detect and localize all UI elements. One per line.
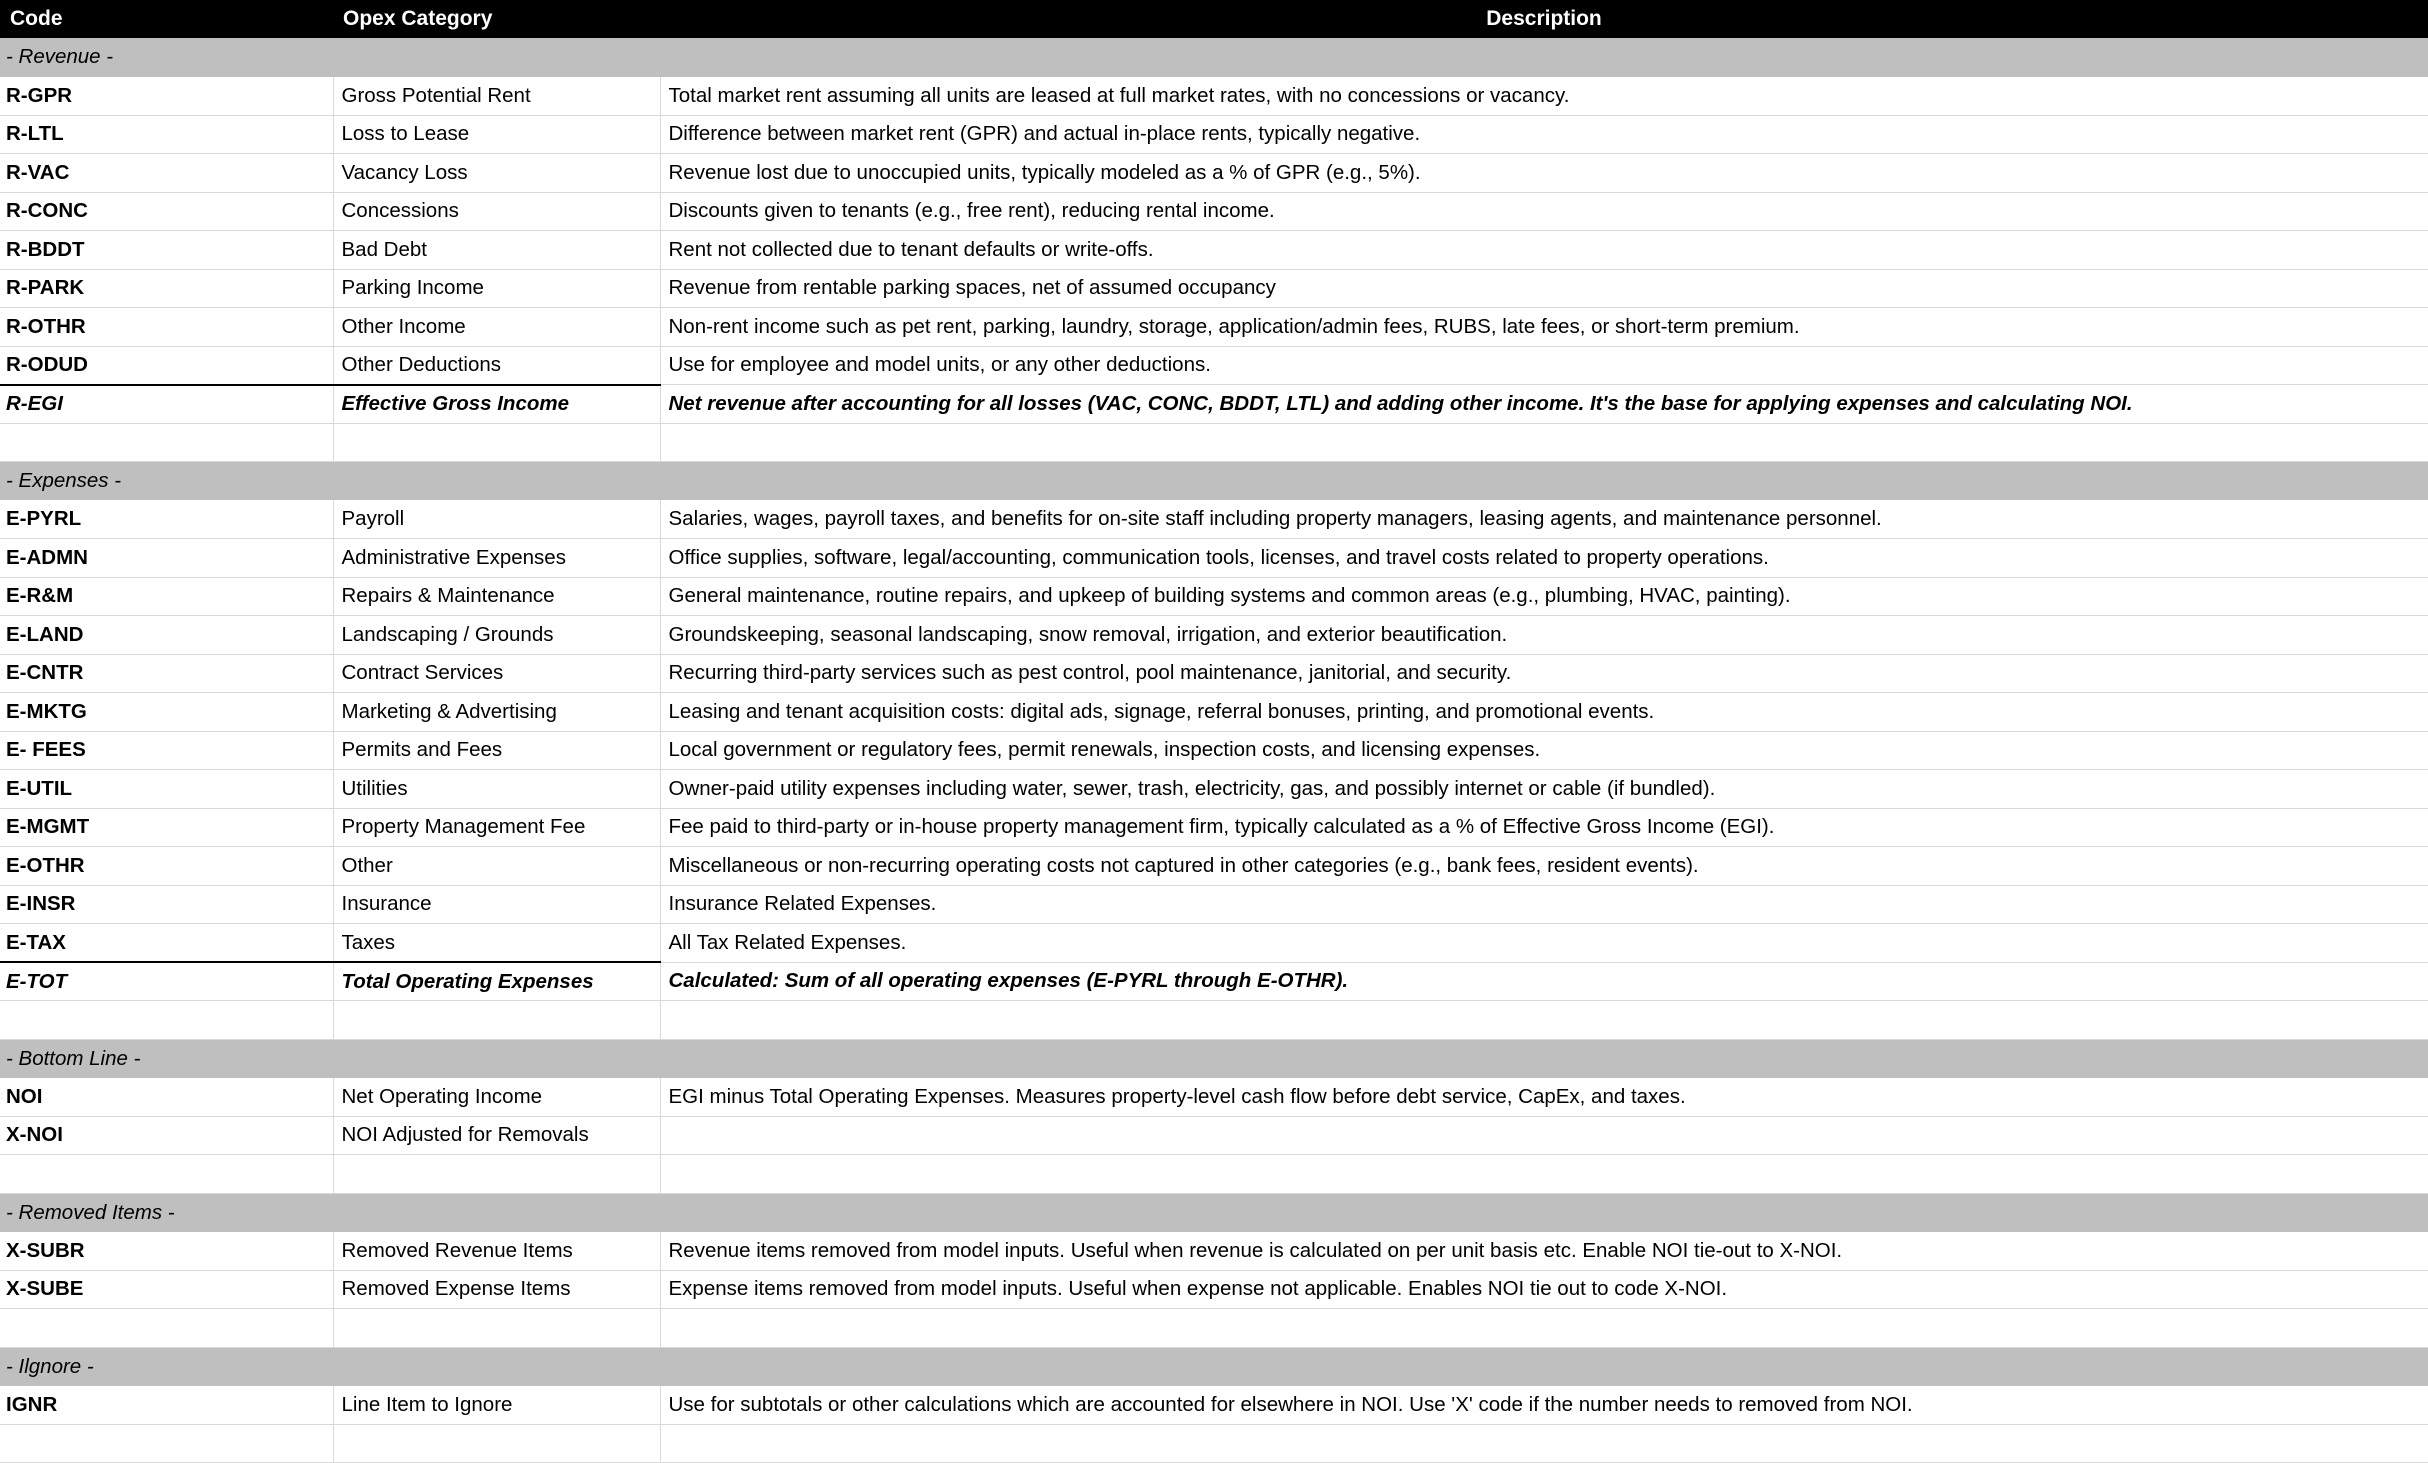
cell-description[interactable]: Salaries, wages, payroll taxes, and benefits for on-site staff including property managers, leasing agents, and maintenance personnel.: [660, 500, 2428, 539]
table-row: [0, 1386, 2428, 1425]
column-header-code[interactable]: Code: [0, 0, 333, 38]
section-band-label: - Removed Items -: [0, 1193, 2428, 1232]
table-header: [0, 0, 2428, 38]
table-row: [0, 1270, 2428, 1309]
section-band-row: [0, 1039, 2428, 1078]
cell-category[interactable]: Bad Debt: [333, 231, 660, 270]
cell-code: [0, 1309, 333, 1348]
section-band-row: [0, 1193, 2428, 1232]
table-row: [0, 308, 2428, 347]
cell-category[interactable]: Utilities: [333, 770, 660, 809]
table-body: [0, 38, 2428, 1463]
cell-code: [0, 1155, 333, 1194]
cell-code: [0, 1001, 333, 1040]
cell-description[interactable]: Miscellaneous or non-recurring operating costs not captured in other categories (e.g., bank fees, resident events).: [660, 847, 2428, 886]
blank-row: [0, 1155, 2428, 1194]
section-band-label: - Expenses -: [0, 462, 2428, 501]
cell-code[interactable]: E-MGMT: [0, 808, 333, 847]
table-row: [0, 346, 2428, 385]
section-band-row: [0, 1347, 2428, 1386]
cell-category[interactable]: Permits and Fees: [333, 731, 660, 770]
table-row: [0, 770, 2428, 809]
cell-description[interactable]: EGI minus Total Operating Expenses. Measures property-level cash flow before debt service, CapEx, and taxes.: [660, 1078, 2428, 1117]
cell-category: [333, 1155, 660, 1194]
cell-code[interactable]: R-GPR: [0, 77, 333, 116]
cell-description: [660, 423, 2428, 462]
cell-code[interactable]: E-PYRL: [0, 500, 333, 539]
cell-category[interactable]: Other Income: [333, 308, 660, 347]
cell-code[interactable]: E-UTIL: [0, 770, 333, 809]
cell-category[interactable]: Parking Income: [333, 269, 660, 308]
cell-category[interactable]: NOI Adjusted for Removals: [333, 1116, 660, 1155]
cell-description[interactable]: All Tax Related Expenses.: [660, 924, 2428, 963]
table-row: [0, 885, 2428, 924]
blank-row: [0, 423, 2428, 462]
cell-description[interactable]: [660, 1116, 2428, 1155]
cell-category: [333, 1309, 660, 1348]
cell-category[interactable]: Net Operating Income: [333, 1078, 660, 1117]
table-row: [0, 654, 2428, 693]
cell-code[interactable]: E-ADMN: [0, 539, 333, 578]
cell-code[interactable]: E-MKTG: [0, 693, 333, 732]
cell-description[interactable]: Leasing and tenant acquisition costs: digital ads, signage, referral bonuses, printing, and promotional events.: [660, 693, 2428, 732]
cell-description[interactable]: Recurring third-party services such as pest control, pool maintenance, janitorial, and security.: [660, 654, 2428, 693]
cell-code[interactable]: R-OTHR: [0, 308, 333, 347]
cell-code[interactable]: E-TAX: [0, 924, 333, 963]
cell-description[interactable]: Local government or regulatory fees, permit renewals, inspection costs, and licensing expenses.: [660, 731, 2428, 770]
cell-category[interactable]: Vacancy Loss: [333, 154, 660, 193]
cell-category[interactable]: Landscaping / Grounds: [333, 616, 660, 655]
cell-code[interactable]: X-SUBE: [0, 1270, 333, 1309]
cell-description[interactable]: Revenue items removed from model inputs. Useful when revenue is calculated on per unit basis etc. Enable NOI tie-out to X-NOI.: [660, 1232, 2428, 1271]
cell-description[interactable]: Net revenue after accounting for all losses (VAC, CONC, BDDT, LTL) and adding other income. It's the base for applying expenses and calculating NOI.: [660, 385, 2428, 424]
blank-row: [0, 1001, 2428, 1040]
cell-category: [333, 1424, 660, 1463]
cell-category[interactable]: Contract Services: [333, 654, 660, 693]
table-row: [0, 924, 2428, 963]
cell-code: [0, 423, 333, 462]
table-row: [0, 731, 2428, 770]
cell-description: [660, 1001, 2428, 1040]
cell-category[interactable]: Other: [333, 847, 660, 886]
table-row: [0, 616, 2428, 655]
cell-description[interactable]: General maintenance, routine repairs, and upkeep of building systems and common areas (e.g., plumbing, HVAC, painting).: [660, 577, 2428, 616]
cell-category[interactable]: Property Management Fee: [333, 808, 660, 847]
table-row: [0, 500, 2428, 539]
cell-category[interactable]: Removed Expense Items: [333, 1270, 660, 1309]
cell-category: [333, 1001, 660, 1040]
cell-category[interactable]: Removed Revenue Items: [333, 1232, 660, 1271]
table-row: [0, 847, 2428, 886]
cell-description[interactable]: Insurance Related Expenses.: [660, 885, 2428, 924]
cell-category[interactable]: Repairs & Maintenance: [333, 577, 660, 616]
cell-code[interactable]: R-BDDT: [0, 231, 333, 270]
cell-description[interactable]: Office supplies, software, legal/accounting, communication tools, licenses, and travel costs related to property operations.: [660, 539, 2428, 578]
table-row: [0, 808, 2428, 847]
cell-code[interactable]: E-R&M: [0, 577, 333, 616]
table-row: [0, 192, 2428, 231]
table-row: [0, 1116, 2428, 1155]
subtotal-row: [0, 385, 2428, 424]
cell-description[interactable]: Revenue from rentable parking spaces, net of assumed occupancy: [660, 269, 2428, 308]
table-row: [0, 693, 2428, 732]
cell-description[interactable]: Groundskeeping, seasonal landscaping, snow removal, irrigation, and exterior beautification.: [660, 616, 2428, 655]
cell-description[interactable]: Use for subtotals or other calculations which are accounted for elsewhere in NOI. Use 'X' code if the number needs to removed from NOI.: [660, 1386, 2428, 1425]
cell-code[interactable]: R-CONC: [0, 192, 333, 231]
column-header-category[interactable]: Opex Category: [333, 0, 660, 38]
cell-code[interactable]: NOI: [0, 1078, 333, 1117]
cell-category[interactable]: Loss to Lease: [333, 115, 660, 154]
cell-code[interactable]: E-CNTR: [0, 654, 333, 693]
cell-category[interactable]: Insurance: [333, 885, 660, 924]
blank-row: [0, 1309, 2428, 1348]
cell-description: [660, 1309, 2428, 1348]
cell-category[interactable]: Total Operating Expenses: [333, 962, 660, 1001]
blank-row: [0, 1424, 2428, 1463]
cell-code[interactable]: X-SUBR: [0, 1232, 333, 1271]
table-row: [0, 1078, 2428, 1117]
cell-code[interactable]: R-VAC: [0, 154, 333, 193]
cell-category[interactable]: Payroll: [333, 500, 660, 539]
table-row: [0, 77, 2428, 116]
cell-category[interactable]: Line Item to Ignore: [333, 1386, 660, 1425]
cell-description[interactable]: Use for employee and model units, or any other deductions.: [660, 346, 2428, 385]
cell-description[interactable]: Rent not collected due to tenant defaults or write-offs.: [660, 231, 2428, 270]
cell-category[interactable]: Effective Gross Income: [333, 385, 660, 424]
cell-code[interactable]: E-INSR: [0, 885, 333, 924]
cell-code[interactable]: E-OTHR: [0, 847, 333, 886]
cell-code[interactable]: X-NOI: [0, 1116, 333, 1155]
cell-category: [333, 423, 660, 462]
cell-description[interactable]: Discounts given to tenants (e.g., free rent), reducing rental income.: [660, 192, 2428, 231]
cell-code[interactable]: R-ODUD: [0, 346, 333, 385]
table-row: [0, 231, 2428, 270]
section-band-row: [0, 38, 2428, 77]
cell-description[interactable]: Difference between market rent (GPR) and actual in-place rents, typically negative.: [660, 115, 2428, 154]
table-row: [0, 115, 2428, 154]
cell-category[interactable]: Gross Potential Rent: [333, 77, 660, 116]
cell-description[interactable]: Revenue lost due to unoccupied units, typically modeled as a % of GPR (e.g., 5%).: [660, 154, 2428, 193]
section-band-row: [0, 462, 2428, 501]
cell-code[interactable]: R-EGI: [0, 385, 333, 424]
cell-code[interactable]: R-PARK: [0, 269, 333, 308]
cell-code[interactable]: R-LTL: [0, 115, 333, 154]
cell-description[interactable]: Fee paid to third-party or in-house property management firm, typically calculated as a % of Effective Gross Income (EGI).: [660, 808, 2428, 847]
cell-category[interactable]: Concessions: [333, 192, 660, 231]
cell-code[interactable]: IGNR: [0, 1386, 333, 1425]
column-header-description[interactable]: Description: [660, 0, 2428, 38]
table-row: [0, 539, 2428, 578]
cell-category[interactable]: Taxes: [333, 924, 660, 963]
section-band-label: - Bottom Line -: [0, 1039, 2428, 1078]
cell-code[interactable]: E-TOT: [0, 962, 333, 1001]
table-row: [0, 577, 2428, 616]
cell-description[interactable]: Total market rent assuming all units are leased at full market rates, with no concessions or vacancy.: [660, 77, 2428, 116]
cell-category[interactable]: Marketing & Advertising: [333, 693, 660, 732]
cell-category[interactable]: Other Deductions: [333, 346, 660, 385]
cell-description[interactable]: Owner-paid utility expenses including water, sewer, trash, electricity, gas, and possibly internet or cable (if bundled).: [660, 770, 2428, 809]
cell-description: [660, 1424, 2428, 1463]
cell-description: [660, 1155, 2428, 1194]
cell-code: [0, 1424, 333, 1463]
section-band-label: - Ilgnore -: [0, 1347, 2428, 1386]
subtotal-row: [0, 962, 2428, 1001]
cell-description[interactable]: Calculated: Sum of all operating expenses (E-PYRL through E-OTHR).: [660, 962, 2428, 1001]
table-row: [0, 269, 2428, 308]
section-band-label: - Revenue -: [0, 38, 2428, 77]
header-row: [0, 0, 2428, 38]
table-row: [0, 154, 2428, 193]
cell-code[interactable]: E- FEES: [0, 731, 333, 770]
cell-category[interactable]: Administrative Expenses: [333, 539, 660, 578]
cell-description[interactable]: Non-rent income such as pet rent, parking, laundry, storage, application/admin fees, RUBS, late fees, or short-term premium.: [660, 308, 2428, 347]
table-row: [0, 1232, 2428, 1271]
cell-description[interactable]: Expense items removed from model inputs. Useful when expense not applicable. Enables NOI tie out to code X-NOI.: [660, 1270, 2428, 1309]
cell-code[interactable]: E-LAND: [0, 616, 333, 655]
